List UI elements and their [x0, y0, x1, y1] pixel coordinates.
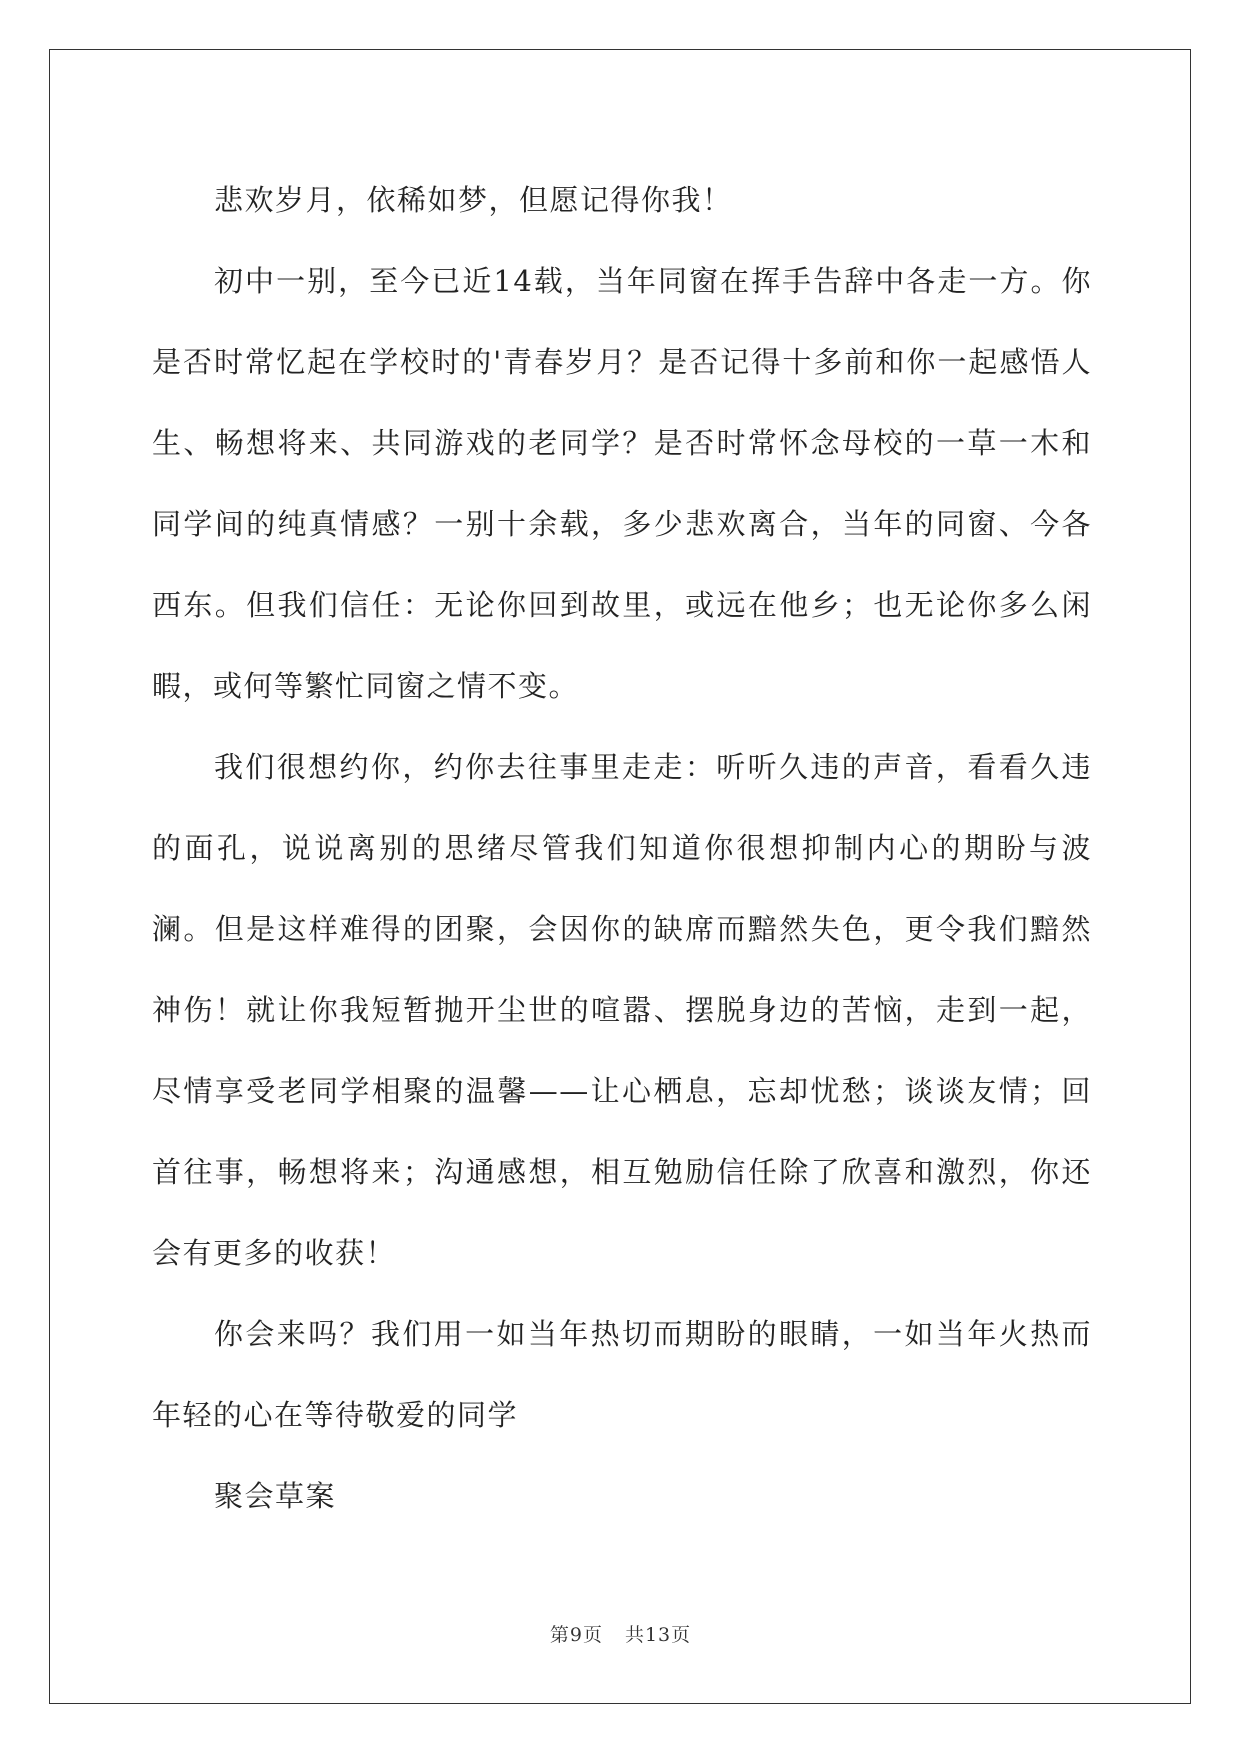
page-total: 共13页 [624, 1624, 692, 1646]
paragraph-opening: 悲欢岁月，依稀如梦，但愿记得你我！ [214, 183, 733, 217]
document-body [152, 160, 1092, 1537]
page-footer [0, 1620, 1241, 1647]
paragraph-question: 你会来吗？我们用一如当年热切而期盼的眼睛，一如当年火热而年轻的心在等待敬爱的同学 [152, 1317, 1092, 1432]
paragraph-invitation: 我们很想约你，约你去往事里走走：听听久违的声音，看看久违的面孔，说说离别的思绪尽管我们知道你很想抑制内心的期盼与波澜。但是这样难得的团聚，会因你的缺席而黯然失色，更令我们黯然神伤！就让你我短暂抛开尘世的喧嚣、摆脱身边的苦恼，走到一起，尽情享受老同学相聚的温馨——让心栖息，忘却忧愁；谈谈友情；回首往事，畅想将来；沟通感想，相互勉励信任除了欣喜和激烈，你还会有更多的收获！ [152, 750, 1092, 1270]
page-number: 第9页 [549, 1624, 603, 1646]
paragraph-section-heading: 聚会草案 [214, 1479, 337, 1513]
paragraph-reminiscence: 初中一别，至今已近14载，当年同窗在挥手告辞中各走一方。你是否时常忆起在学校时的'青春岁月？是否记得十多前和你一起感悟人生、畅想将来、共同游戏的老同学？是否时常怀念母校的一草一木和同学间的纯真情感？一别十余载，多少悲欢离合，当年的同窗、今各西东。但我们信任：无论你回到故里，或远在他乡；也无论你多么闲暇，或何等繁忙同窗之情不变。 [152, 264, 1092, 703]
